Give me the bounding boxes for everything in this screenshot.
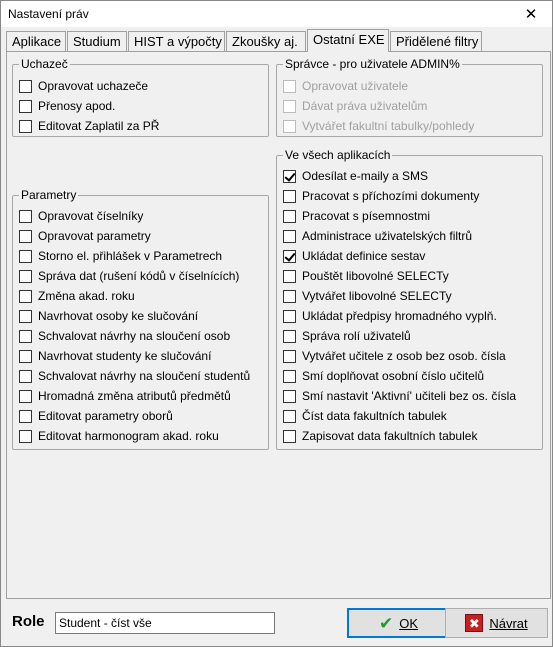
checkbox-row bbox=[283, 97, 427, 115]
checkbox-row[interactable] bbox=[283, 407, 447, 425]
checkbox-label: Opravovat uživatele bbox=[302, 79, 409, 93]
checkbox-row[interactable] bbox=[283, 427, 477, 445]
checkbox-label: Hromadná změna atributů předmětů bbox=[38, 389, 231, 403]
tab-aplikace[interactable]: Aplikace bbox=[6, 31, 66, 51]
tab-studium[interactable]: Studium bbox=[67, 31, 127, 51]
checkbox-label: Navrhovat osoby ke slučování bbox=[38, 309, 199, 323]
checkbox[interactable] bbox=[19, 370, 32, 383]
checkbox[interactable] bbox=[19, 350, 32, 363]
group-ve-vsech-aplikacich bbox=[276, 148, 543, 450]
checkbox-row[interactable] bbox=[19, 287, 135, 305]
checkbox-label: Schvalovat návrhy na sloučení studentů bbox=[38, 369, 251, 383]
checkbox-row[interactable] bbox=[283, 187, 479, 205]
checkbox-label: Přenosy apod. bbox=[38, 99, 116, 113]
checkbox-label: Pracovat s písemnostmi bbox=[302, 209, 431, 223]
checkbox-row[interactable] bbox=[19, 307, 198, 325]
checkbox-row[interactable] bbox=[283, 387, 516, 405]
checkbox-label: Navrhovat studenty ke slučování bbox=[38, 349, 212, 363]
tab-panel-ostatni-exe bbox=[6, 51, 551, 599]
checkbox[interactable] bbox=[19, 270, 32, 283]
close-icon: ✕ bbox=[524, 6, 538, 23]
checkbox bbox=[283, 120, 296, 133]
tab-strip bbox=[6, 29, 551, 51]
group-uchazec bbox=[12, 57, 269, 137]
checkbox-row bbox=[283, 77, 408, 95]
checkbox-label: Opravovat číselníky bbox=[38, 209, 144, 223]
checkbox[interactable] bbox=[283, 330, 296, 343]
tab-ostatni-exe[interactable]: Ostatní EXE bbox=[307, 29, 389, 52]
checkbox-row[interactable] bbox=[19, 247, 222, 265]
checkbox-row[interactable] bbox=[283, 327, 411, 345]
checkbox-label: Editovat parametry oborů bbox=[38, 409, 173, 423]
checkbox-label: Vytvářet učitele z osob bez osob. čísla bbox=[302, 349, 506, 363]
checkbox-label: Opravovat uchazeče bbox=[38, 79, 149, 93]
role-label: Role bbox=[12, 613, 45, 630]
tab-zkousky[interactable]: Zkoušky aj. bbox=[226, 31, 306, 51]
checkbox[interactable] bbox=[19, 100, 32, 113]
checkbox[interactable] bbox=[283, 310, 296, 323]
back-button[interactable] bbox=[445, 608, 548, 638]
checkbox-label: Správa rolí uživatelů bbox=[302, 329, 411, 343]
checkbox bbox=[283, 100, 296, 113]
checkbox[interactable] bbox=[283, 370, 296, 383]
x-icon: ✖ bbox=[465, 614, 483, 632]
bottom-bar bbox=[1, 601, 552, 647]
checkbox[interactable] bbox=[283, 410, 296, 423]
checkbox-row[interactable] bbox=[19, 207, 143, 225]
checkbox-label: Ukládat definice sestav bbox=[302, 249, 426, 263]
checkbox[interactable] bbox=[19, 210, 32, 223]
checkbox[interactable] bbox=[19, 230, 32, 243]
checkbox-row[interactable] bbox=[19, 427, 219, 445]
checkbox[interactable] bbox=[19, 330, 32, 343]
checkbox-label: Editovat Zaplatil za PŘ bbox=[38, 119, 160, 133]
checkbox[interactable] bbox=[19, 80, 32, 93]
checkbox[interactable] bbox=[19, 430, 32, 443]
title-bar bbox=[1, 1, 552, 27]
group-spravce-title: Správce - pro uživatele ADMIN% bbox=[285, 57, 460, 71]
checkbox-label: Editovat harmonogram akad. roku bbox=[38, 429, 219, 443]
group-parametry bbox=[12, 188, 269, 450]
checkbox-row[interactable] bbox=[19, 77, 148, 95]
checkbox bbox=[283, 80, 296, 93]
checkbox[interactable] bbox=[283, 230, 296, 243]
checkbox-row[interactable] bbox=[19, 407, 173, 425]
group-vsechny-title: Ve všech aplikacích bbox=[285, 148, 391, 162]
checkbox[interactable] bbox=[283, 190, 296, 203]
checkbox-row[interactable] bbox=[283, 167, 428, 185]
checkbox-label: Zapisovat data fakultních tabulek bbox=[302, 429, 478, 443]
checkbox-row[interactable] bbox=[283, 307, 497, 325]
checkbox-row[interactable] bbox=[19, 347, 211, 365]
checkbox-row[interactable] bbox=[283, 227, 472, 245]
checkbox[interactable] bbox=[19, 310, 32, 323]
group-parametry-title: Parametry bbox=[21, 188, 77, 202]
checkbox-label: Smí nastavit 'Aktivní' učiteli bez os. čísla bbox=[302, 389, 516, 403]
checkbox[interactable] bbox=[283, 270, 296, 283]
checkmark-icon: ✔ bbox=[378, 613, 394, 633]
ok-button[interactable] bbox=[347, 608, 450, 638]
back-button-label: Návrat bbox=[489, 615, 528, 631]
checkbox[interactable] bbox=[19, 290, 32, 303]
checkbox[interactable] bbox=[283, 210, 296, 223]
checkbox-label: Pouštět libovolné SELECTy bbox=[302, 269, 449, 283]
checkbox-row[interactable] bbox=[283, 267, 449, 285]
checkbox-label: Pracovat s příchozími dokumenty bbox=[302, 189, 480, 203]
checkbox-row[interactable] bbox=[283, 287, 452, 305]
ok-button-label: OK bbox=[399, 615, 419, 631]
role-input[interactable] bbox=[55, 612, 275, 634]
checkbox-checked[interactable] bbox=[283, 250, 296, 263]
checkbox[interactable] bbox=[19, 250, 32, 263]
group-spravce bbox=[276, 57, 543, 137]
checkbox[interactable] bbox=[283, 430, 296, 443]
checkbox-row[interactable] bbox=[19, 117, 159, 135]
checkbox[interactable] bbox=[19, 390, 32, 403]
checkbox-label: Opravovat parametry bbox=[38, 229, 151, 243]
checkbox[interactable] bbox=[19, 410, 32, 423]
checkbox-row[interactable] bbox=[283, 347, 506, 365]
checkbox-row bbox=[283, 117, 474, 135]
checkbox-row[interactable] bbox=[283, 247, 425, 265]
checkbox-label: Storno el. přihlášek v Parametrech bbox=[38, 249, 223, 263]
tab-pridelene-filtry[interactable]: Přidělené filtry bbox=[390, 31, 482, 51]
checkbox-label: Správa dat (rušení kódů v číselnících) bbox=[38, 269, 240, 283]
checkbox-row[interactable] bbox=[19, 387, 231, 405]
checkbox[interactable] bbox=[283, 390, 296, 403]
checkbox-label: Číst data fakultních tabulek bbox=[302, 409, 447, 423]
checkbox[interactable] bbox=[283, 350, 296, 363]
tab-hist-vypocty[interactable]: HIST a výpočty bbox=[128, 31, 225, 51]
checkbox-row[interactable] bbox=[19, 327, 230, 345]
checkbox-row[interactable] bbox=[19, 97, 115, 115]
checkbox-checked[interactable] bbox=[283, 170, 296, 183]
checkbox-row[interactable] bbox=[19, 367, 250, 385]
checkbox-label: Vytvářet fakultní tabulky/pohledy bbox=[302, 119, 475, 133]
group-uchazec-title: Uchazeč bbox=[21, 57, 68, 71]
checkbox-label: Ukládat předpisy hromadného vyplň. bbox=[302, 309, 497, 323]
checkbox-label: Smí doplňovat osobní číslo učitelů bbox=[302, 369, 485, 383]
checkbox-label: Schvalovat návrhy na sloučení osob bbox=[38, 329, 231, 343]
close-button[interactable] bbox=[510, 1, 552, 27]
checkbox[interactable] bbox=[19, 120, 32, 133]
checkbox-label: Změna akad. roku bbox=[38, 289, 135, 303]
checkbox[interactable] bbox=[283, 290, 296, 303]
checkbox-row[interactable] bbox=[283, 207, 430, 225]
window-title: Nastavení práv bbox=[8, 7, 89, 21]
checkbox-label: Odesílat e-maily a SMS bbox=[302, 169, 429, 183]
checkbox-row[interactable] bbox=[19, 227, 151, 245]
checkbox-row[interactable] bbox=[283, 367, 484, 385]
checkbox-label: Vytvářet libovolné SELECTy bbox=[302, 289, 452, 303]
checkbox-row[interactable] bbox=[19, 267, 239, 285]
checkbox-label: Administrace uživatelských filtrů bbox=[302, 229, 473, 243]
checkbox-label: Dávat práva uživatelům bbox=[302, 99, 428, 113]
